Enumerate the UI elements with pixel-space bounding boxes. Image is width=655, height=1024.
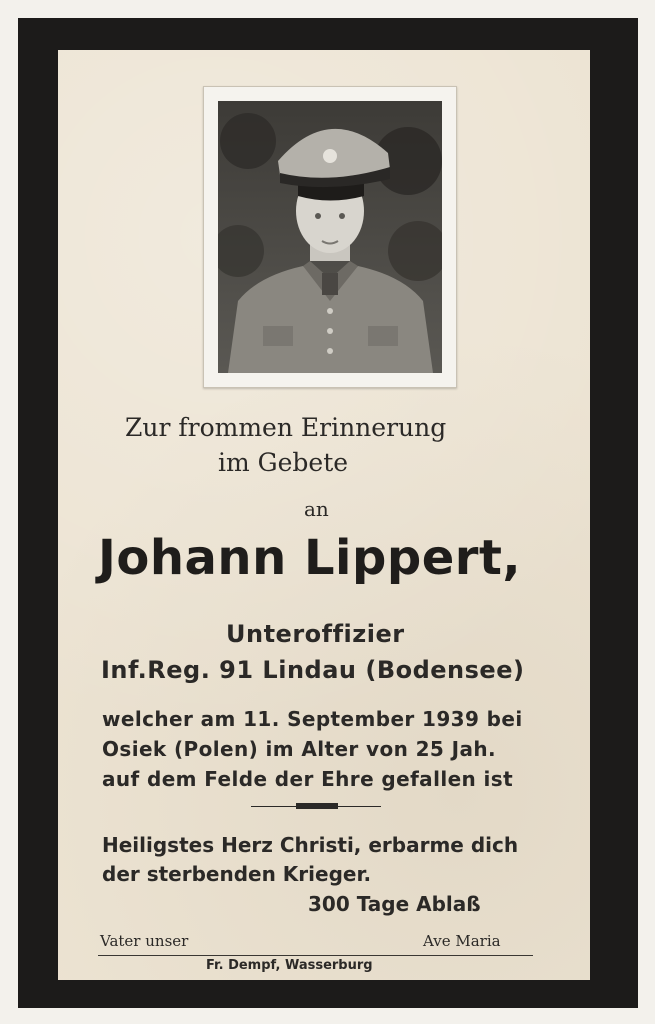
prayer-heading: im Gebete — [218, 448, 349, 477]
memorial-card — [18, 18, 638, 1008]
dedication-word: an — [304, 497, 329, 521]
prayer-vater-unser: Vater unser — [100, 932, 189, 950]
death-line-3: auf dem Felde der Ehre gefallen ist — [102, 767, 514, 791]
footer-rule — [98, 955, 533, 956]
remembrance-heading: Zur frommen Erinnerung — [125, 413, 447, 442]
prayer-line-2: der sterbenden Krieger. — [102, 862, 372, 886]
regiment-line: Inf.Reg. 91 Lindau (Bodensee) — [101, 656, 525, 684]
soldier-portrait-image — [218, 101, 442, 373]
indulgence-line: 300 Tage Ablaß — [308, 892, 481, 916]
military-rank: Unteroffizier — [226, 620, 405, 648]
deceased-name: Johann Lippert, — [98, 530, 522, 586]
card-paper — [58, 50, 590, 980]
prayer-line-1: Heiligstes Herz Christi, erbarme dich — [102, 833, 519, 857]
divider-center-bar — [296, 803, 338, 809]
death-line-1: welcher am 11. September 1939 bei — [102, 707, 523, 731]
portrait-photo — [203, 86, 457, 388]
prayer-ave-maria: Ave Maria — [423, 932, 501, 950]
death-line-2: Osiek (Polen) im Alter von 25 Jah. — [102, 737, 496, 761]
printer-credit: Fr. Dempf, Wasserburg — [206, 958, 373, 973]
